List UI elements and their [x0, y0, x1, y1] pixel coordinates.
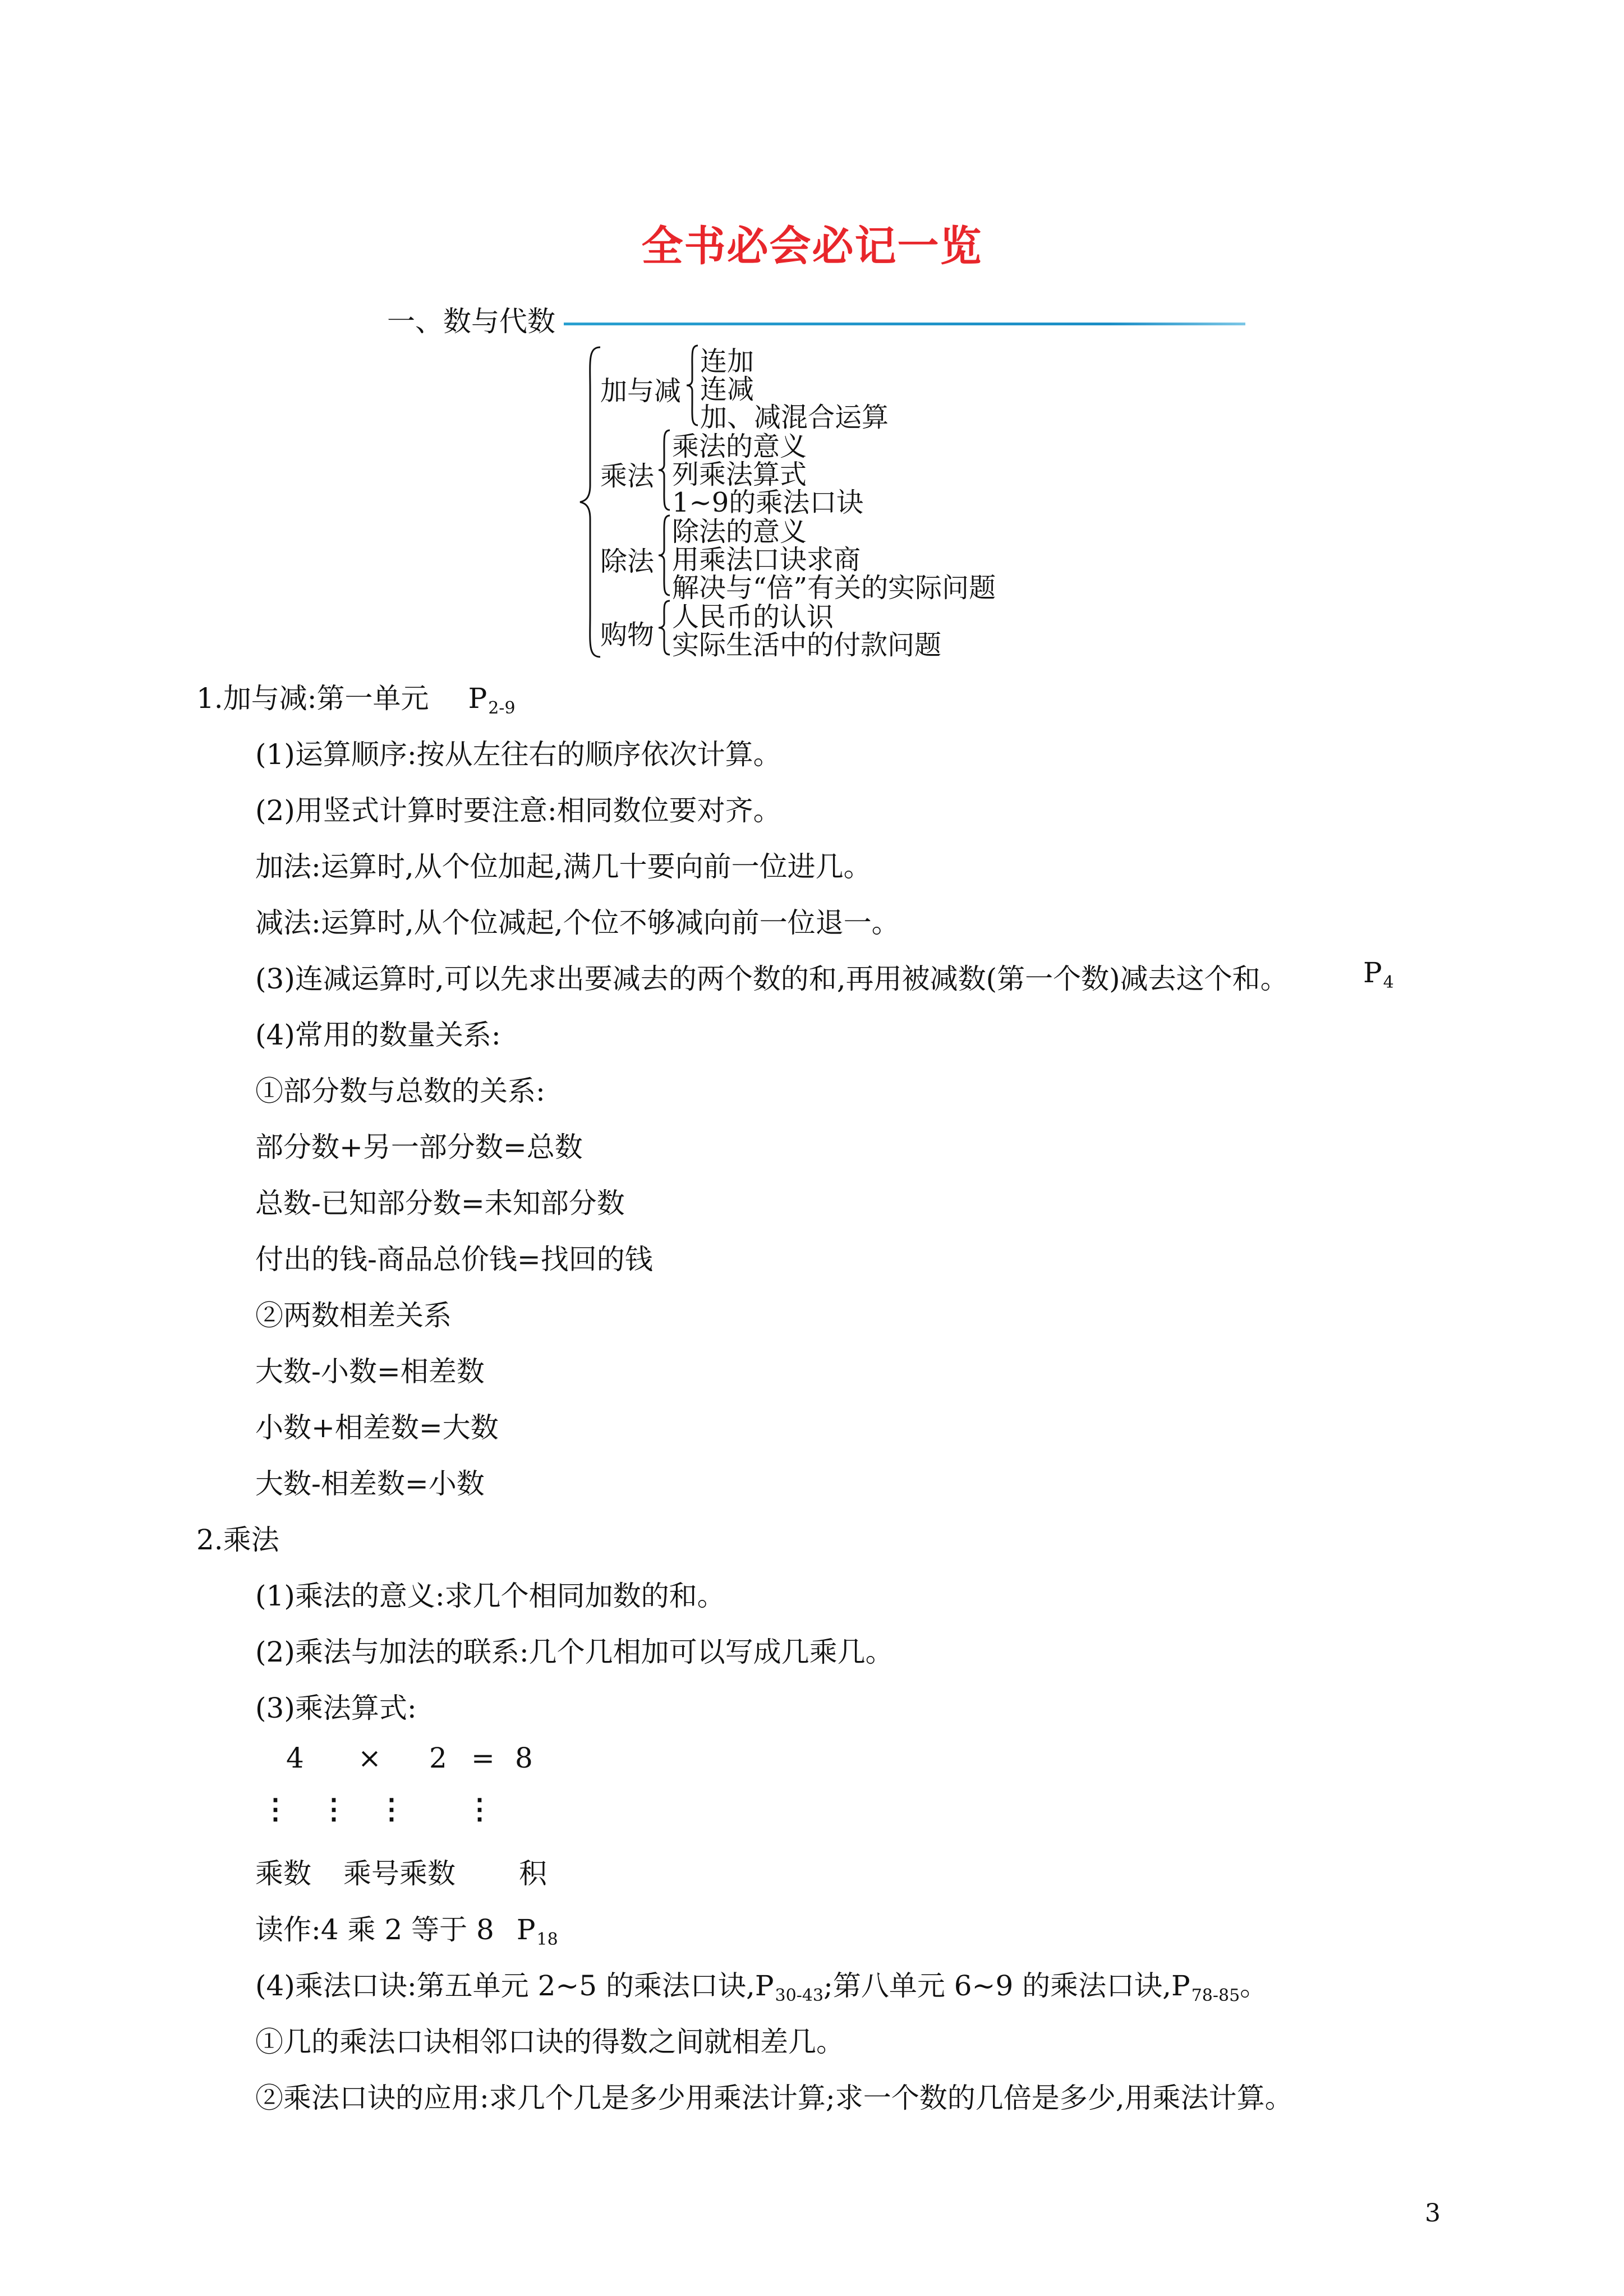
- eq-times-sign: ×: [358, 1742, 381, 1774]
- s1-line-12: 大数-小数=相差数: [255, 1355, 485, 1388]
- s1-line-11: ②两数相差关系: [255, 1299, 452, 1332]
- s1-line-5-ref: $P_4$: [1363, 956, 1394, 992]
- s1-line-2: (2)用竖式计算时要注意:相同数位要对齐。: [255, 794, 781, 827]
- s1-line-13: 小数+相差数=大数: [255, 1411, 499, 1444]
- tree-label-gou-wu: 购物: [600, 619, 655, 651]
- eq-dots-op: ⋮: [320, 1792, 348, 1825]
- eq-label-op: 乘号: [343, 1857, 399, 1890]
- tree-item-qiu-shang: 用乘法口诀求商: [672, 544, 861, 576]
- eq-label-a: 乘数: [255, 1857, 311, 1890]
- page-number: 3: [1425, 2199, 1441, 2228]
- tree-item-fu-kuan: 实际生活中的付款问题: [672, 629, 942, 661]
- eq-factor-b: 2: [429, 1742, 447, 1774]
- brace-cheng-fa: [656, 428, 673, 512]
- s2-line-4: (4)乘法口诀:第五单元 2~5 的乘法口诀$,P_{30-43}$;第八单元 6~9 的乘法口诀$,P_{78-85}$。: [255, 1970, 1268, 2005]
- eq-dots-a: ⋮: [261, 1792, 289, 1825]
- s2-line-6: ②乘法口诀的应用:求几个几是多少用乘法计算;求一个数的几倍是多少,用乘法计算。: [255, 2082, 1293, 2114]
- tree-label-chu-fa: 除法: [600, 546, 655, 577]
- tree-label-cheng-fa: 乘法: [600, 461, 655, 492]
- s2-read-line: 读作:4 乘 2 等于 8 $P_{18}$: [255, 1913, 558, 1949]
- s1-line-1: (1)运算顺序:按从左往右的顺序依次计算。: [255, 738, 781, 771]
- s1-heading: 1.加与减:第一单元 $P_{2-9}$: [196, 682, 516, 718]
- eq-product: 8: [515, 1742, 533, 1774]
- brace-chu-fa: [656, 513, 673, 597]
- tree-item-cheng-yi-yi: 乘法的意义: [672, 431, 807, 462]
- tree-item-lian-jian: 连减: [700, 374, 755, 405]
- tree-item-ren-min-bi: 人民币的认识: [672, 601, 834, 633]
- s1-line-6: (4)常用的数量关系:: [255, 1019, 501, 1051]
- s2-heading: 2.乘法: [196, 1524, 279, 1556]
- s1-line-5: (3)连减运算时,可以先求出要减去的两个数的和,再用被减数(第一个数)减去这个和。: [255, 963, 1289, 995]
- eq-label-b: 乘数: [399, 1857, 456, 1890]
- section-underline: [564, 323, 1245, 325]
- s2-line-5: ①几的乘法口诀相邻口诀的得数之间就相差几。: [255, 2026, 844, 2058]
- brace-jia-jian: [684, 343, 701, 427]
- s2-line-2: (2)乘法与加法的联系:几个几相加可以写成几乘几。: [255, 1636, 894, 1668]
- brace-gou-wu: [656, 599, 673, 657]
- eq-dots-c: ⋮: [466, 1792, 494, 1825]
- tree-item-chu-yi-yi: 除法的意义: [672, 516, 807, 547]
- eq-dots-b: ⋮: [378, 1792, 406, 1825]
- tree-item-lian-jia: 连加: [700, 346, 755, 377]
- s1-line-7: ①部分数与总数的关系:: [255, 1075, 545, 1107]
- s1-line-14: 大数-相差数=小数: [255, 1467, 485, 1500]
- eq-label-c: 积: [519, 1857, 547, 1890]
- tree-item-bei-wen-ti: 解决与“倍”有关的实际问题: [672, 572, 996, 604]
- s2-line-3: (3)乘法算式:: [255, 1692, 417, 1724]
- s1-line-9: 总数-已知部分数=未知部分数: [255, 1187, 625, 1220]
- s2-line-1: (1)乘法的意义:求几个相同加数的和。: [255, 1580, 725, 1612]
- eq-equals-sign: =: [471, 1742, 495, 1774]
- section-heading: 一、数与代数: [387, 305, 555, 338]
- s1-line-3: 加法:运算时,从个位加起,满几十要向前一位进几。: [255, 850, 872, 883]
- tree-item-hun-he: 加、减混合运算: [700, 402, 889, 433]
- s1-line-4: 减法:运算时,从个位减起,个位不够减向前一位退一。: [255, 907, 900, 939]
- tree-item-lie-suan-shi: 列乘法算式: [672, 459, 807, 490]
- tree-item-kou-jue: 1~9的乘法口诀: [672, 487, 864, 518]
- eq-factor-a: 4: [286, 1742, 304, 1774]
- s1-line-8: 部分数+另一部分数=总数: [255, 1131, 583, 1163]
- tree-label-jia-jian: 加与减: [600, 375, 682, 407]
- page-title: 全书必会必记一览: [641, 222, 983, 270]
- s1-line-10: 付出的钱-商品总价钱=找回的钱: [255, 1243, 653, 1276]
